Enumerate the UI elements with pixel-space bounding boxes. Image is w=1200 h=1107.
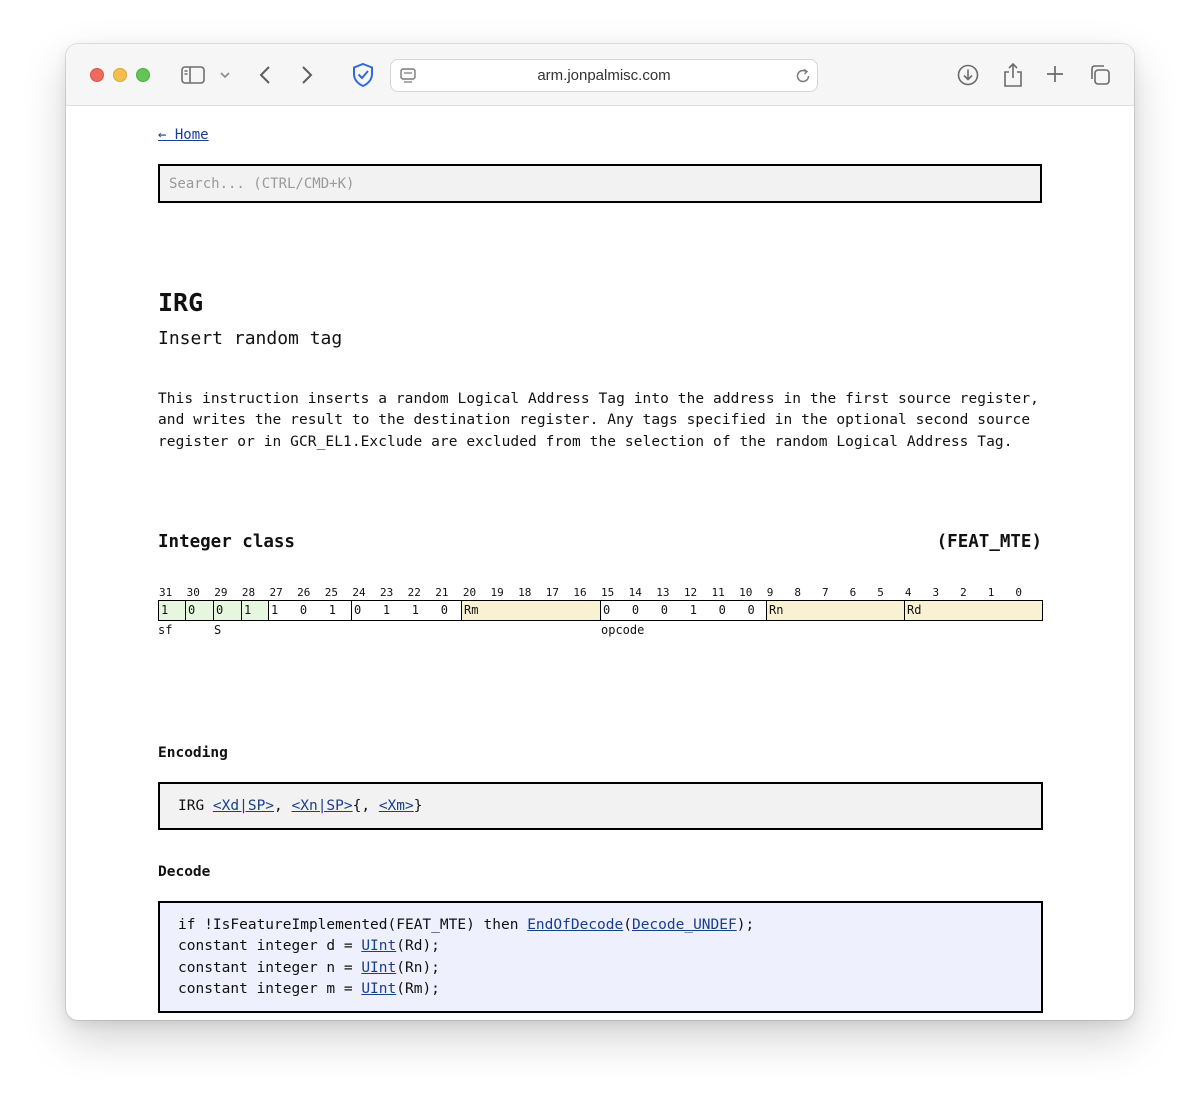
- encoding-box: [158, 782, 1043, 830]
- bit-number: 24: [352, 586, 366, 599]
- decode-line: [178, 979, 1041, 1000]
- code-text: (Rd);: [396, 938, 440, 955]
- field-label-row: [158, 623, 1042, 639]
- code-text: (Rm);: [396, 980, 440, 997]
- bit-number: 22: [407, 586, 421, 599]
- bit-number: 27: [269, 586, 283, 599]
- sidebar-icon[interactable]: [180, 64, 206, 86]
- decode-line: [178, 915, 1041, 936]
- zoom-window-button[interactable]: [136, 68, 150, 82]
- bit-number: 18: [518, 586, 532, 599]
- bit-number: 1: [987, 586, 995, 599]
- bit-number: 9: [766, 586, 774, 599]
- encoding-heading: Encoding: [158, 745, 228, 761]
- field-label-sf: sf: [158, 623, 173, 637]
- bit-number: 28: [241, 586, 256, 599]
- code-text: (Rn);: [396, 959, 440, 976]
- instruction-description: This instruction inserts a random Logical Address Tag into the address in the first source register, and writes the result to the destination register. Any tags specified in the optional second source register or in GCR_EL1.Exclude are excluded from the selection of the random Logical Address Tag.: [158, 391, 1039, 450]
- decode-heading: Decode: [158, 864, 211, 880]
- field-rd: Rd: [904, 600, 1043, 621]
- page-title: IRG: [158, 288, 204, 317]
- encoding-separator: ,: [274, 798, 292, 814]
- bit-number: 7: [822, 586, 829, 599]
- chevron-down-icon[interactable]: [218, 68, 232, 82]
- back-icon[interactable]: [254, 63, 276, 87]
- bit-number: 31: [159, 586, 173, 599]
- bit-number: 6: [849, 586, 857, 599]
- bit-number: 23: [380, 586, 394, 599]
- bit-number: 30: [186, 586, 200, 599]
- forward-icon[interactable]: [296, 63, 318, 87]
- browser-toolbar: [66, 44, 1134, 106]
- bit-number: 15: [601, 586, 615, 599]
- encoding-diagram: [158, 600, 1043, 621]
- field-opcode: 0 0 0 1 0 0: [600, 600, 767, 621]
- encoding-end: }: [413, 798, 423, 814]
- bit-number: 10: [739, 586, 753, 599]
- operand-xn-link[interactable]: <Xn|SP>: [291, 798, 353, 814]
- search-input[interactable]: [158, 164, 1042, 203]
- decode-box: [158, 901, 1043, 1013]
- code-text: constant integer n =: [178, 959, 362, 976]
- code-text: constant integer m =: [178, 980, 362, 997]
- bit-number: 3: [932, 586, 940, 599]
- share-icon[interactable]: [1001, 61, 1025, 89]
- bit-number: 12: [683, 586, 698, 599]
- decode-line: [178, 958, 1041, 979]
- end-of-decode-link[interactable]: EndOfDecode: [527, 917, 624, 933]
- url-text: arm.jonpalmisc.com: [537, 67, 671, 84]
- bit-number: 2: [960, 586, 967, 599]
- page-content: [66, 107, 1134, 1020]
- class-title: Integer class: [158, 532, 295, 552]
- code-text: constant integer d =: [178, 938, 362, 955]
- close-window-button[interactable]: [90, 68, 104, 82]
- bit-number: 19: [490, 586, 504, 599]
- field-rn: Rn: [766, 600, 905, 621]
- encoding-separator: {,: [352, 798, 379, 814]
- operand-xm-link[interactable]: <Xm>: [378, 798, 414, 814]
- bit-number: 26: [297, 586, 311, 599]
- class-feature: (FEAT_MTE): [936, 532, 1042, 552]
- bit-number: 20: [462, 586, 477, 599]
- field-label-s: S: [214, 623, 222, 637]
- uint-link[interactable]: UInt: [361, 980, 397, 997]
- bit-number: 5: [877, 586, 884, 599]
- page-subtitle: Insert random tag: [158, 328, 343, 349]
- decode-line: [178, 936, 1041, 957]
- bit-number: 21: [435, 586, 449, 599]
- new-tab-icon[interactable]: [1044, 63, 1066, 85]
- field-bit-30: 0: [185, 600, 214, 621]
- code-text: if !IsFeatureImplemented(FEAT_MTE) then: [178, 917, 528, 933]
- reload-icon[interactable]: [794, 67, 812, 85]
- uint-link[interactable]: UInt: [361, 959, 397, 976]
- bit-number: 8: [794, 586, 801, 599]
- decode-undef-link[interactable]: Decode_UNDEF: [631, 917, 737, 933]
- privacy-shield-icon[interactable]: [350, 62, 376, 88]
- bit-number: 13: [656, 586, 670, 599]
- browser-window: [66, 44, 1134, 1020]
- bit-number-row: [158, 586, 1042, 600]
- field-bit-28: 1: [241, 600, 269, 621]
- bit-number: 16: [573, 586, 587, 599]
- operand-xd-link[interactable]: <Xd|SP>: [212, 798, 275, 814]
- uint-link[interactable]: UInt: [361, 938, 397, 955]
- field-bit-31: 1: [158, 600, 186, 621]
- tab-overview-icon[interactable]: [1088, 63, 1112, 87]
- field-bits-24-21: 0 1 1 0: [351, 600, 462, 621]
- address-bar[interactable]: [390, 59, 818, 92]
- bit-number: 25: [324, 586, 338, 599]
- bit-number: 17: [545, 586, 559, 599]
- code-text: (: [623, 917, 632, 933]
- field-bit-29: 0: [213, 600, 242, 621]
- bit-number: 29: [214, 586, 228, 599]
- field-rm: Rm: [461, 600, 601, 621]
- bit-number: 4: [904, 586, 912, 599]
- home-link[interactable]: ← Home: [158, 127, 209, 143]
- bit-number: 11: [711, 586, 725, 599]
- bit-number: 14: [628, 586, 642, 599]
- minimize-window-button[interactable]: [113, 68, 127, 82]
- field-bits-27-25: 1 0 1: [268, 600, 352, 621]
- field-label-opcode: opcode: [601, 623, 645, 637]
- code-text: );: [736, 917, 755, 933]
- bit-number: 0: [1015, 586, 1022, 599]
- encoding-mnemonic: IRG: [178, 798, 213, 814]
- downloads-icon[interactable]: [956, 63, 980, 87]
